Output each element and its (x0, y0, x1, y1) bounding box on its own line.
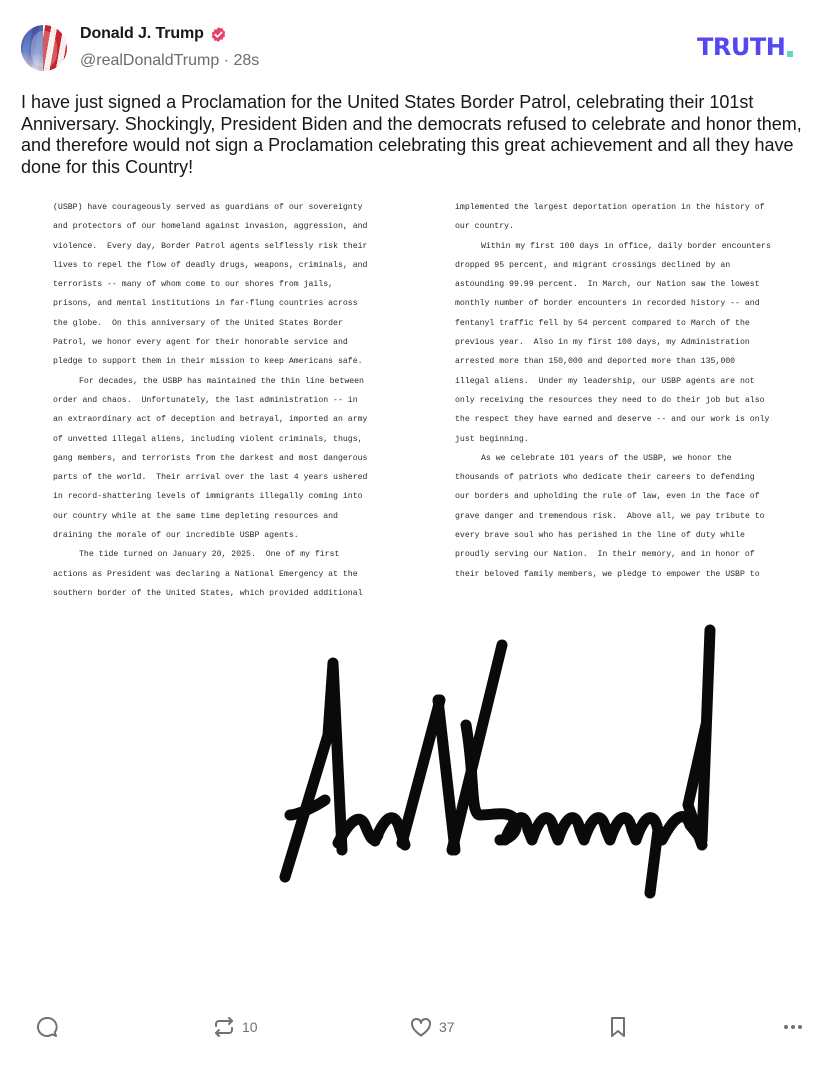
timestamp[interactable]: 28s (233, 52, 260, 69)
document-line: pledge to support them in their mission to keep Americans safe. (53, 357, 363, 367)
document-line: their beloved family members, we pledge to empower the USBP to (455, 569, 760, 579)
document-line: just beginning. (455, 434, 529, 444)
truth-logo (697, 33, 793, 61)
document-line: every brave soul who has perished in the line of duty while (455, 531, 745, 541)
document-line: gang members, and terrorists from the darkest and most dangerous (53, 453, 368, 463)
document-line: (USBP) have courageously served as guardians of our sovereignty (53, 203, 363, 212)
document-line: an extraordinary act of deception and betrayal, imported an army (53, 415, 368, 425)
retruth-count: 10 (242, 1019, 258, 1035)
logo-text: TRUTH (697, 33, 786, 61)
document-line: fentanyl traffic fell by 54 percent compared to March of the (455, 318, 750, 328)
retruth-icon (212, 1015, 236, 1039)
comment-icon (35, 1015, 59, 1039)
document-line: southern border of the United States, which provided additional (53, 588, 363, 596)
user-handle[interactable]: @realDonaldTrump (80, 52, 220, 69)
document-line: draining the morale of our incredible USBP agents. (53, 531, 299, 541)
document-line: proudly serving our Nation. In their memory, and in honor of (455, 550, 755, 560)
document-line: only receiving the resources they need to do their job but also (455, 395, 765, 405)
avatar-face (31, 31, 57, 67)
document-line: Patrol, we honor every agent for their honorable service and (53, 338, 348, 348)
document-line: dropped 95 percent, and migrant crossings declined by an (455, 260, 731, 270)
document-line: astounding 99.99 percent. In March, our Nation saw the lowest (455, 280, 760, 290)
document-line: The tide turned on January 20, 2025. One of my first (79, 550, 340, 560)
display-name[interactable]: Donald J. Trump (80, 25, 204, 42)
proclamation-document-image[interactable] (40, 192, 800, 596)
bookmark-icon (606, 1015, 630, 1039)
document-line: the globe. On this anniversary of the United States Border (53, 318, 343, 328)
avatar[interactable] (21, 25, 67, 71)
post-text: I have just signed a Proclamation for the United States Border Patrol, celebrating their 101st Anniversary. Shockingly, President Biden and the democrats refused to celebrate and honor them, and therefore would not sign a Proclamation celebrating this great achievement and all they have done for this Country! (21, 92, 802, 177)
document-line: order and chaos. Unfortunately, the last administration -- in (53, 395, 358, 405)
document-line: violence. Every day, Border Patrol agents selflessly risk their (53, 241, 368, 251)
handle-row (80, 52, 259, 70)
document-line: previous year. Also in my first 100 days, my Administration (455, 338, 750, 348)
document-line: grave danger and tremendous risk. Above all, we pay tribute to (455, 511, 765, 521)
name-row (80, 25, 227, 43)
document-line: of unvetted illegal aliens, including violent criminals, thugs, (53, 434, 363, 444)
retruth-button[interactable] (212, 1015, 258, 1039)
logo-dot (787, 51, 793, 57)
document-line: prisons, and mental institutions in far-flung countries across (53, 299, 358, 309)
document-left-column (53, 198, 393, 596)
document-line: arrested more than 150,000 and deported more than 135,000 (455, 357, 736, 367)
more-icon (781, 1015, 805, 1039)
verified-badge-icon (210, 26, 227, 43)
post-actions (0, 1005, 840, 1050)
document-line: lives to repel the flow of deadly drugs, weapons, criminals, and (53, 260, 368, 270)
document-line: our country. (455, 222, 514, 232)
heart-icon (409, 1015, 433, 1039)
document-line: illegal aliens. Under my leadership, our USBP agents are not (455, 376, 755, 386)
document-line: parts of the world. Their arrival over the last 4 years ushered (53, 473, 368, 483)
document-line: terrorists -- many of whom come to our shores from jails, (53, 280, 334, 290)
document-line: thousands of patriots who dedicate their careers to defending (455, 473, 755, 483)
document-line: As we celebrate 101 years of the USBP, we honor the (481, 453, 732, 463)
document-line: For decades, the USBP has maintained the thin line between (79, 376, 364, 386)
document-right-column (455, 198, 795, 584)
like-button[interactable] (409, 1015, 455, 1039)
document-line: our borders and upholding the rule of law, even in the face of (455, 492, 760, 502)
post-header (0, 0, 840, 90)
separator: · (223, 52, 230, 69)
more-options-button[interactable] (781, 1015, 805, 1039)
document-line: Within my first 100 days in office, daily border encounters (481, 241, 771, 251)
document-line: actions as President was declaring a National Emergency at the (53, 569, 358, 579)
document-line: the respect they have earned and deserve -- and our work is only (455, 415, 770, 425)
document-line: in record-shattering levels of immigrants illegally coming into (53, 492, 363, 502)
like-count: 37 (439, 1019, 455, 1035)
reply-button[interactable] (35, 1015, 65, 1039)
document-line: monthly number of border encounters in recorded history -- and (455, 299, 760, 309)
document-line: our country while at the same time depleting resources and (53, 511, 338, 521)
signature-image[interactable] (270, 615, 740, 900)
bookmark-button[interactable] (606, 1015, 630, 1039)
document-line: implemented the largest deportation operation in the history of (455, 203, 765, 212)
document-line: and protectors of our homeland against invasion, aggression, and (53, 222, 368, 232)
